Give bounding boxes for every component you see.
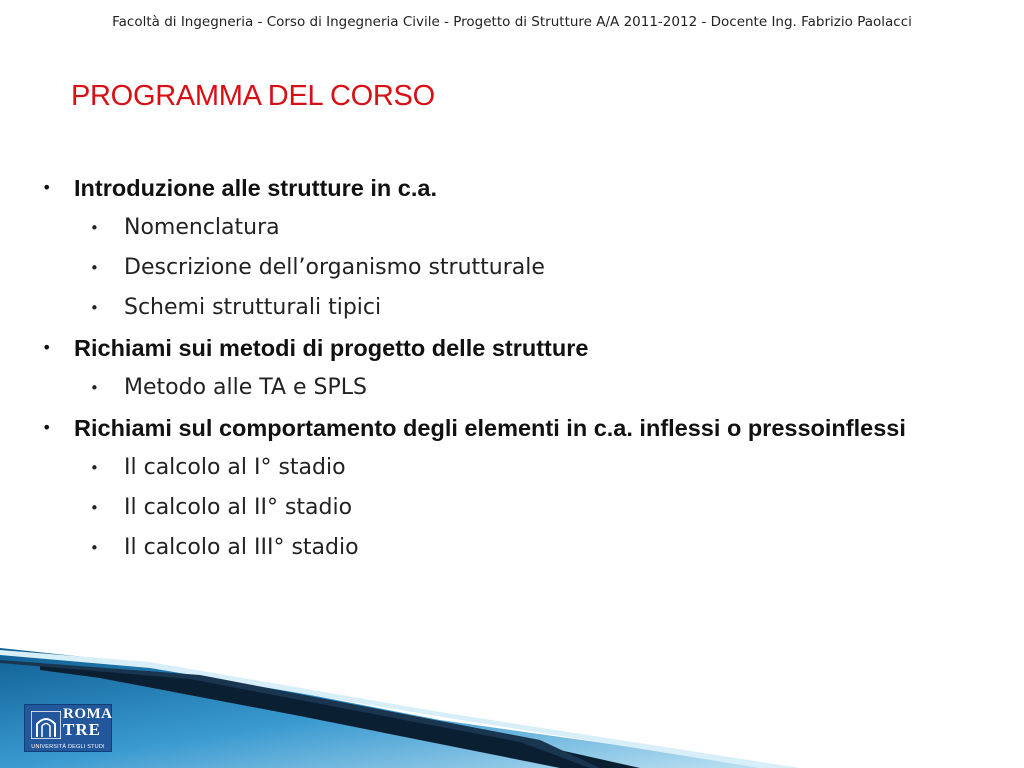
slide-title: PROGRAMMA DEL CORSO — [71, 80, 435, 112]
bullet-icon: • — [90, 259, 99, 277]
arch-icon — [31, 711, 61, 739]
outline-item-text: Richiami sui metodi di progetto delle strutture — [74, 335, 589, 361]
bullet-icon: • — [90, 499, 99, 517]
outline-subitem-text: Schemi strutturali tipici — [124, 295, 382, 320]
slide-header: Facoltà di Ingegneria - Corso di Ingegneria Civile - Progetto di Strutture A/A 2011-2012 - Docente Ing. Fabrizio Paolacci — [112, 14, 912, 30]
bullet-icon: • — [90, 299, 99, 317]
outline-subitem-text: Metodo alle TA e SPLS — [124, 375, 368, 400]
logo-roma: ROMA — [63, 706, 113, 722]
logo-caption: UNIVERSITÀ DEGLI STUDI — [31, 744, 105, 750]
bullet-icon: • — [42, 418, 52, 437]
outline-item-text: Introduzione alle strutture in c.a. — [74, 175, 437, 201]
outline-subitem-text: Il calcolo al III° stadio — [124, 535, 359, 560]
bullet-icon: • — [42, 338, 52, 357]
bullet-icon: • — [90, 459, 99, 477]
outline-subitem-text: Nomenclatura — [124, 215, 280, 240]
outline-subitem-text: Il calcolo al II° stadio — [124, 495, 353, 520]
logo-tre: TRE — [63, 720, 101, 739]
bullet-icon: • — [90, 379, 99, 397]
bullet-icon: • — [90, 219, 99, 237]
bullet-icon: • — [42, 178, 52, 197]
roma-tre-logo — [24, 704, 112, 752]
outline-subitem-text: Descrizione dell’organismo strutturale — [124, 255, 545, 280]
outline-subitem-text: Il calcolo al I° stadio — [124, 455, 346, 480]
bullet-icon: • — [90, 539, 99, 557]
outline-item-text: Richiami sul comportamento degli elementi in c.a. inflessi o pressoinflessi — [74, 415, 906, 441]
